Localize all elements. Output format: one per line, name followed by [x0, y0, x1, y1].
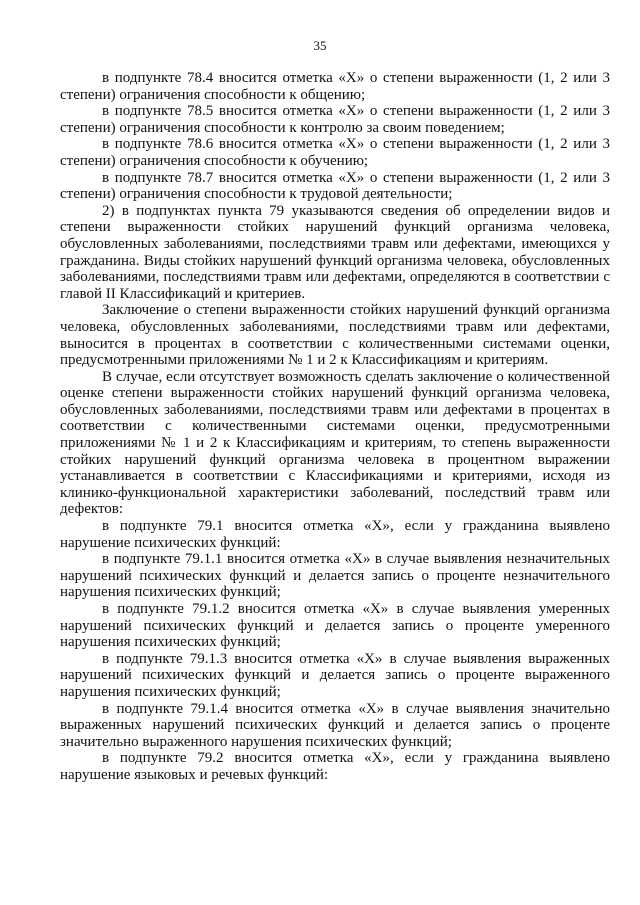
paragraph-78-5: в подпункте 78.5 вносится отметка «Х» о степени выраженности (1, 2 или 3 степени) ограничения способности к контролю за своим поведением; [60, 103, 610, 136]
paragraph-79-1-1: в подпункте 79.1.1 вносится отметка «Х» в случае выявления незначительных нарушений психических функций и делается запись о проценте незначительного нарушения психических функций; [60, 551, 610, 601]
paragraph-conclusion-percent: Заключение о степени выраженности стойких нарушений функций организма человека, обусловленных заболеваниями, последствиями травм или дефектами, выносится в процентах в соответствии с количественными системами оценки, предусмотренными приложениями № 1 и 2 к Классификациям и критериям. [60, 302, 610, 369]
paragraph-79-1-3: в подпункте 79.1.3 вносится отметка «Х» в случае выявления выраженных нарушений психических функций и делается запись о проценте выраженного нарушения психических функций; [60, 650, 610, 700]
paragraph-no-quantitative-assessment: В случае, если отсутствует возможность сделать заключение о количественной оценке степени выраженности стойких нарушений функций организма человека, обусловленных заболеваниями, последствиями травм или дефектами в процентах в соответствии с количественными системами оценки, предусмотренными приложениями № 1 и 2 к Классификациям и критериям, то степень выраженности стойких нарушений функций организма человека в процентном выражении устанавливается в соответствии с Классификациями и критериями, исходя из клинико-функциональной характеристики заболеваний, последствий травм или дефектов: [60, 368, 610, 518]
paragraph-79-1-2: в подпункте 79.1.2 вносится отметка «Х» в случае выявления умеренных нарушений психических функций и делается запись о проценте умеренного нарушения психических функций; [60, 601, 610, 651]
paragraph-78-4: в подпункте 78.4 вносится отметка «Х» о степени выраженности (1, 2 или 3 степени) ограничения способности к общению; [60, 70, 610, 103]
paragraph-79-2: в подпункте 79.2 вносится отметка «Х», если у гражданина выявлено нарушение языковых и речевых функций: [60, 750, 610, 783]
paragraph-78-7: в подпункте 78.7 вносится отметка «Х» о степени выраженности (1, 2 или 3 степени) ограничения способности к трудовой деятельности; [60, 169, 610, 203]
document-body [60, 70, 610, 784]
paragraph-79-1-4: в подпункте 79.1.4 вносится отметка «Х» в случае выявления значительно выраженных нарушений психических функций и делается запись о проценте значительно выраженного нарушения психических функций; [60, 700, 610, 750]
page-number: 35 [313, 38, 327, 53]
paragraph-item-2-point-79: 2) в подпунктах пункта 79 указываются сведения об определении видов и степени выраженности стойких нарушений функций организма человека, обусловленных заболеваниями, последствиями травм или дефектами, имеющихся у гражданина. Виды стойких нарушений функций организма человека, обусловленных заболеваниями, последствиями травм или дефектами, определяются в соответствии с главой II Классификаций и критериев. [60, 202, 610, 302]
paragraph-79-1: в подпункте 79.1 вносится отметка «Х», если у гражданина выявлено нарушение психических функций: [60, 518, 610, 551]
paragraph-78-6: в подпункте 78.6 вносится отметка «Х» о степени выраженности (1, 2 или 3 степени) ограничения способности к обучению; [60, 136, 610, 169]
